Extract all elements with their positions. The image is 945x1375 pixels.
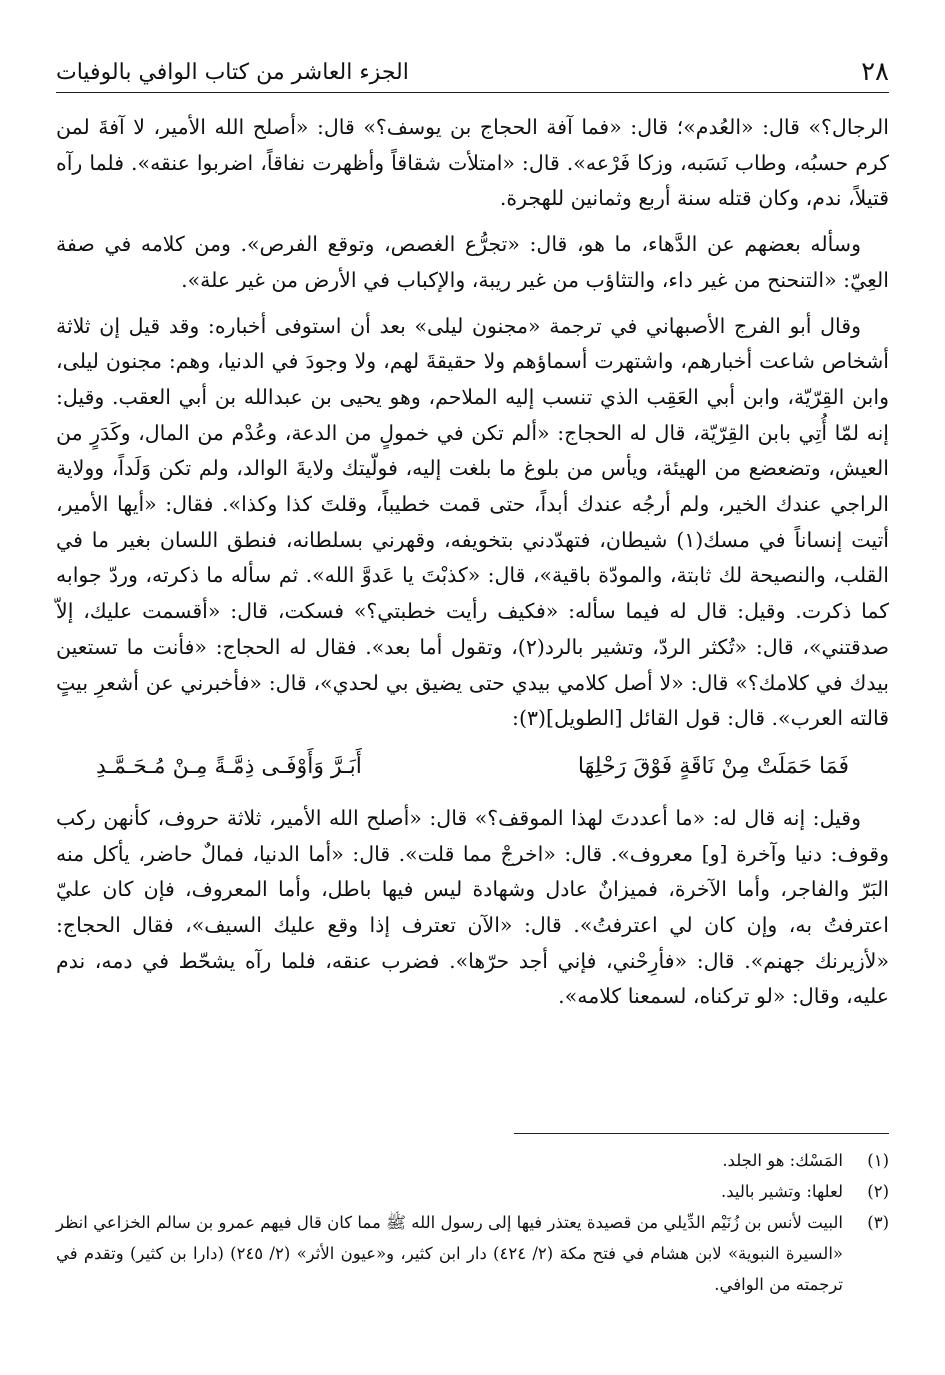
footnote-1	[56, 1145, 889, 1176]
poetry-verse	[96, 747, 849, 787]
footnote-2	[56, 1176, 889, 1207]
page-header	[56, 52, 889, 93]
main-text	[56, 110, 889, 1025]
paragraph-3: وقال أبو الفرج الأصبهاني في ترجمة «مجنون ليلى» بعد أن استوفى أخباره: وقد قيل إن ثلاثة أشخاص شاعت أخبارهم، واشتهرت أسماؤهم ولا حقيقةَ لهم، ولا وجودَ في الدنيا، وهم: مجنون ليلى، وابن القِرّيّة، وابن أبي العَقِب الذي تنسب إليه الملاحم، وهو يحيى بن عبدالله بن أبي العقب. وقيل: إنه لمّا أُتِي بابن القِرّيّة، قال له الحجاج: «ألم تكن في خمولٍ من الدعة، وعُدْم من المال، وكَدَرٍ من العيش، وتضعضع من الهيئة، ويأس من بلوغ ما بلغت إليه، فولّيتك ولايةَ الوالد، ولم تكن وَلَداً، وولاية الراجي عندك الخير، ولم أرجُه عندك أبداً، حتى قمت خطيباً، وقلتَ كذا وكذا». فقال: «أيها الأمير، أتيت إنساناً في مسك(١) شيطان، فتهدّدني بتخويفه، وقهرني بسلطانه، فنطق اللسان بغير ما في القلب، والنصيحة لك ثابتة، والمودّة باقية»، قال: «كذبْتَ يا عَدوَّ الله». ثم سأله ما ذكرته، وردّ جوابه كما ذكرت. وقيل: قال له فيما سأله: «فكيف رأيت خطبتي؟» فسكت، قال: «أقسمت عليك، إلاّ صدقتني»، قال: «تُكثر الردّ، وتشير بالرد(٢)، وتقول أما بعد». فقال له الحجاج: «فأنت ما تستعين بيدك في كلامك؟» قال: «لا أصل كلامي بيدي حتى يضيق بي لحدي»، قال: «فأخبرني عن أشعرِ بيتٍ قالته العرب». قال: قول القائل [الطويل](٣):	[56, 313, 889, 731]
verse-second-hemistich: أَبَـرَّ وَأَوْفَـى ذِمَّـةً مِـنْ مُـحَـمَّـدِ	[96, 753, 362, 779]
footnote-3	[56, 1207, 889, 1300]
page-number: ٢٨	[861, 57, 889, 87]
footnote-text: المَسْك: هو الجلد.	[722, 1151, 843, 1170]
footnote-number: (٣)	[867, 1213, 889, 1232]
footnote-text: البيت لأنس بن زُنَيْم الدِّيلي من قصيدة يعتذر فيها إلى رسول الله ﷺ مما كان قال فيهم عمرو بن سالم الخزاعي انظر «السيرة النبوية» لابن هشام في فتح مكة (٢/ ٤٢٤) دار ابن كثير، و«عيون الأثر» (٢/ ٢٤٥) (دارا بن كثير) وتقدم في ترجمته من الوافي.	[56, 1213, 843, 1294]
verse-first-hemistich: فَمَا حَمَلَتْ مِنْ نَاقَةٍ فَوْقَ رَحْلِهَا	[577, 753, 849, 779]
footnotes	[56, 1145, 889, 1300]
footnote-divider	[514, 1133, 889, 1134]
footnote-number: (٢)	[867, 1182, 889, 1201]
paragraph-4: وقيل: إنه قال له: «ما أعددتَ لهذا الموقف؟» قال: «أصلح الله الأمير، ثلاثة حروف، كأنهن ركب وقوف: دنيا وآخرة [و] معروف». قال: «اخرجْ مما قلت». قال: «أما الدنيا، فمالٌ حاضر، يأكل منه البَرّ والفاجر، وأما الآخرة، فميزانٌ عادل وشهادة ليس فيها باطل، وأما المعروف، فإن كان عليّ اعترفتُ به، وإن كان لي اعترفتُ». قال: «الآن تعترف إذا وقع عليك السيف»، فقال الحجاج: «لأزيرنك جهنم». قال: «فأرِحْني، فإني أجد حرّها». فضرب عنقه، فلما رآه يشحّط في دمه، ندم عليه، وقال: «لو تركناه، لسمعنا كلامه».	[56, 805, 889, 1009]
paragraph-1: الرجال؟» قال: «العُدم»؛ قال: «فما آفة الحجاج بن يوسف؟» قال: «أصلح الله الأمير، لا آفةَ لمن كرم حسبُه، وطاب نَسَبه، وزكا فَرْعه». قال: «امتلأت شقاقاً وأظهرت نفاقاً، اضربوا عنقه». فلما رآه قتيلاً، ندم، وكان قتله سنة أربع وثمانين للهجرة.	[56, 115, 889, 211]
paragraph-2: وسأله بعضهم عن الدَّهاء، ما هو، قال: «تجرُّع الغصص، وتوقع الفرص». ومن كلامه في صفة العِيّ: «التنحنح من غير داء، والتثاؤب من غير ريبة، والإكباب في الأرض من غير علة».	[56, 232, 889, 292]
footnote-number: (١)	[867, 1151, 889, 1170]
running-title: الجزء العاشر من كتاب الوافي بالوفيات	[56, 59, 409, 85]
footnote-text: لعلها: وتشير باليد.	[720, 1182, 843, 1201]
